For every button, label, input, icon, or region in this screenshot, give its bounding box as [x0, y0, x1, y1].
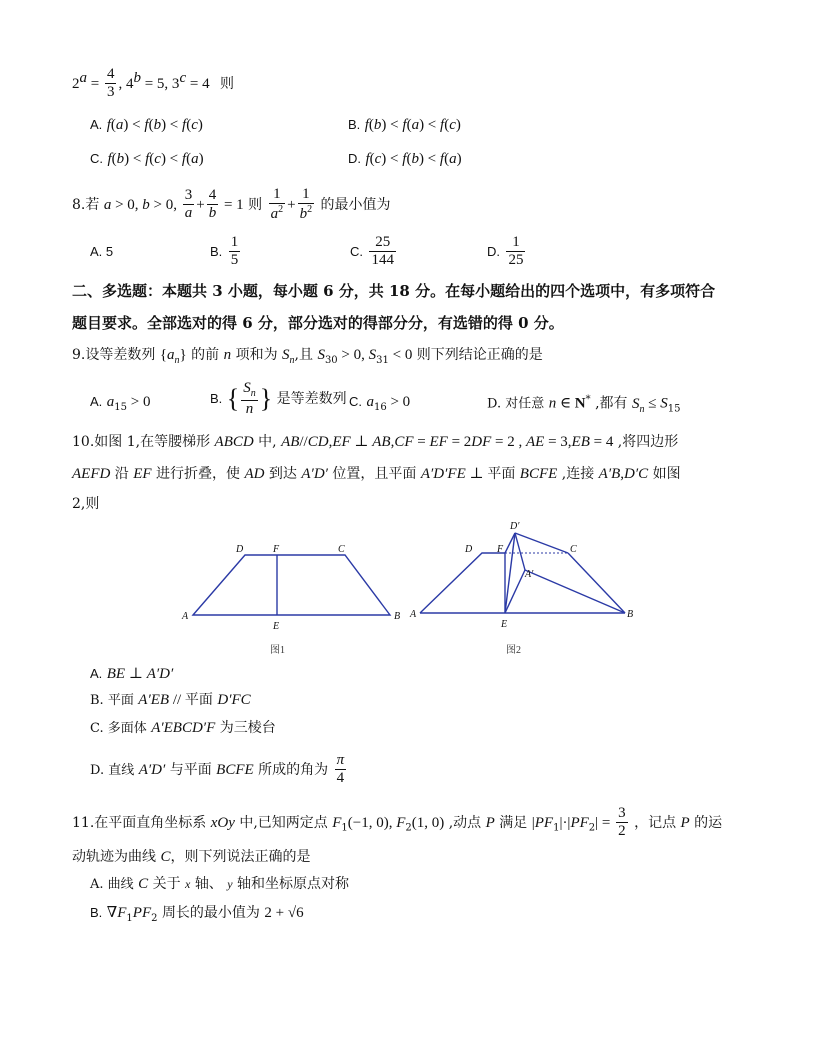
q11-option-b[interactable]: B. $\nabla F_1PF_2$ 周长的最小值为 2 + √6 — [90, 905, 304, 924]
fig2-label-c: C — [570, 544, 577, 555]
q11-option-a[interactable]: A. 曲线 C 关于 x 轴、 y 轴和坐标原点对称 — [90, 876, 350, 892]
q8-option-a[interactable]: A. 5 — [90, 244, 114, 259]
q9-option-a[interactable]: A. $a_{15} > 0$ — [90, 394, 151, 413]
q8-option-b[interactable]: B. $\frac{1}{5}$ — [210, 234, 239, 269]
q7-stem: $2^a$ = $\frac{4}{3}$ , $4^b = 5$, $3^c = 4$ 则 — [72, 66, 235, 101]
fig1-label-c: C — [338, 544, 345, 555]
fig1-label-b: B — [394, 611, 401, 622]
fig1-label-e: E — [273, 621, 280, 632]
q11-line1: 11.在平面直角坐标系 xOy 中,已知两定点 $F_1(-1$, 0), $F_2(1$, 0) ,动点 P 满足 $|PF_1|\cdot|PF_2|$ = $\frac{3}{2}$ ，记点 P 的运 — [72, 805, 723, 840]
q10-figures — [0, 515, 816, 665]
fig1-label-d: D — [236, 544, 244, 555]
q10-option-c[interactable]: C. 多面体 A′EBCD′F 为三棱台 — [90, 720, 276, 736]
q10-line2: AEFD 沿 EF 进行折叠，使 AD 到达 A′D′ 位置，且平面 A′D′FE ⊥ 平面 BCFE ,连接 A′B,D′C 如图 — [72, 466, 681, 482]
fig2-label-dprime: D′ — [510, 521, 520, 532]
figure-1-caption: 图1 — [270, 645, 285, 656]
fig2-label-b: B — [627, 609, 634, 620]
fig2-label-d: D — [465, 544, 473, 555]
q7-option-d[interactable]: D. f(c) < f(b) < f(a) — [348, 151, 462, 167]
q10-option-a[interactable]: A. BE ⊥ A′D′ — [90, 666, 174, 682]
q9-stem: 9.设等差数列 $\{a_n\}$ 的前 n 项和为 $S_n$,且 $S_{30} > 0$, $S_{31} < 0$ 则下列结论正确的是 — [72, 347, 543, 366]
fig1-label-f: F — [273, 544, 280, 555]
q10-option-b[interactable]: B. 平面 A′EB // 平面 D′FC — [90, 692, 251, 708]
q9-option-b[interactable]: B. { $\frac{S_n}{n}$ } 是等差数列 — [210, 380, 347, 417]
q8-stem: 8.若 a > 0, b > 0, $\frac{3}{a}$ + $\frac{4}{b}$ = 1 则 $\frac{1}{a^2}$ + $\frac{1}{b^2}$ 的最小值为 — [72, 186, 391, 223]
q11-line2: 动轨迹为曲线 C，则下列说法正确的是 — [72, 849, 311, 865]
q9-option-c[interactable]: C. $a_{16} > 0$ — [349, 394, 411, 413]
fig1-label-a: A — [182, 611, 189, 622]
q7-option-b[interactable]: B. f(b) < f(a) < f(c) — [348, 117, 461, 133]
fold-outline-adfe — [420, 553, 505, 613]
figure-1-trapezoid — [193, 555, 390, 615]
q7-option-c[interactable]: C. f(b) < f(c) < f(a) — [90, 151, 204, 167]
q8-option-c[interactable]: C. $\frac{25}{144}$ — [350, 234, 394, 269]
q10-line1: 10.如图 1,在等腰梯形 ABCD 中, AB//CD,EF ⊥ AB,CF = EF = 2DF = 2 , AE = 3,EB = 4 ,将四边形 — [72, 434, 679, 450]
section2-line1: 二、多选题：本题共 3 小题，每小题 6 分，共 18 分。在每小题给出的四个选项中，有多项符合 — [72, 282, 716, 300]
trapezoid-abcd — [193, 555, 390, 615]
q9-option-d[interactable]: D. 对任意 n ∈ N* ,都有 $S_n \le S_{15}$ — [487, 394, 681, 415]
fig2-label-e: E — [501, 619, 508, 630]
fig2-label-aprime: A′ — [525, 569, 534, 580]
q8-option-d[interactable]: D. $\frac{1}{25}$ — [487, 234, 524, 269]
q10-option-d[interactable]: D. 直线 A′D′ 与平面 BCFE 所成的角为 $\frac{\pi}{4}$ — [90, 752, 345, 787]
q7-option-a[interactable]: A. f(a) < f(b) < f(c) — [90, 117, 203, 133]
figure-1-labels — [181, 544, 400, 632]
figure-2-folded — [420, 533, 625, 613]
figure-2-caption: 图2 — [506, 645, 521, 656]
fig2-label-f: F — [497, 544, 504, 555]
q10-line3: 2,则 — [72, 496, 100, 512]
section2-line2: 题目要求。全部选对的得 6 分，部分选对的得部分分，有选错的得 0 分。 — [72, 314, 564, 332]
fig2-label-a: A — [410, 609, 417, 620]
